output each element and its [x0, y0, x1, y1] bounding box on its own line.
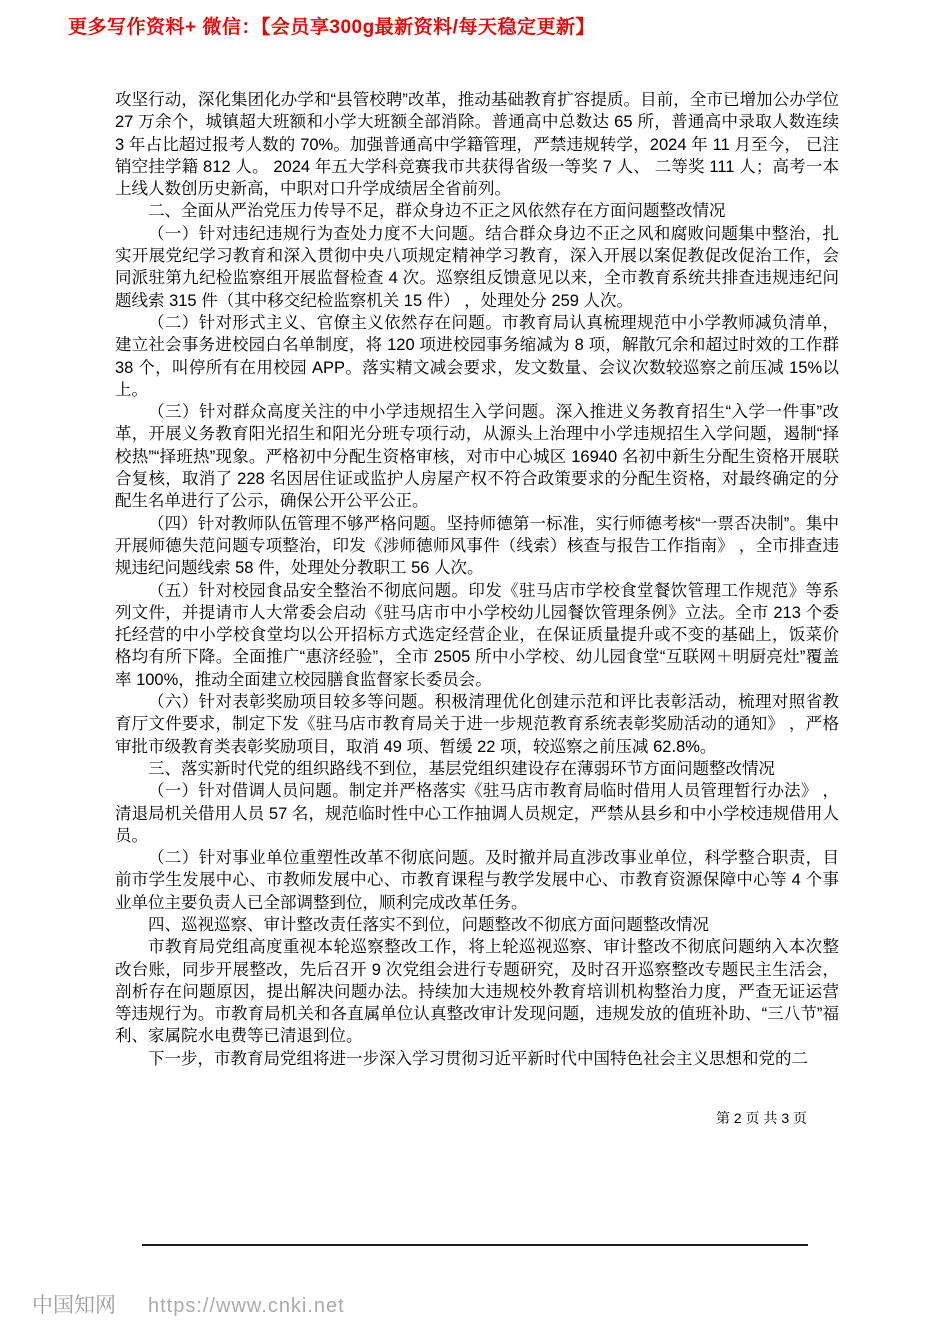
paragraph: 攻坚行动，深化集团化办学和“县管校聘”改革，推动基础教育扩容提质。目前，全市已增加公办学位 27 万余个，城镇超大班额和小学大班额全部消除。普通高中总数达 65 所，普通高中录取人数连续 3 年占比超过报考人数的 70%。加强普通高中学籍管理，严禁违规转学，2024 年 11 月至今， 已注销空挂学籍 812 人。 2024 年五大学科竞赛我市共获得省级一等奖 7 人、 二等奖 111 人；高考一本上线人数创历史新高，中职对口升学成绩居全省前列。	[115, 91, 839, 199]
page-indicator: 第 2 页 共 3 页	[715, 1110, 807, 1126]
paragraph: （三）针对群众高度关注的中小学违规招生入学问题。深入推进义务教育招生“入学一件事”改革，开展义务教育阳光招生和阳光分班专项行动，从源头上治理中小学违规招生入学问题，遏制“择校热”“择班热”现象。严格初中分配生资格审核，对市中心城区 16940 名初中新生分配生资格开展联合复核，取消了 228 名因居住证或监护人房屋产权不符合政策要求的分配生资格，对最终确定的分配生名单进行了公示，确保公开公平公正。	[115, 403, 839, 511]
paragraph: 三、落实新时代党的组织路线不到位，基层党组织建设存在薄弱环节方面问题整改情况	[148, 759, 775, 778]
paragraph: （一）针对违纪违规行为查处力度不大问题。结合群众身边不正之风和腐败问题集中整治，扎实开展党纪学习教育和深入贯彻中央八项规定精神学习教育，深入开展以案促教促改促治工作，会同派驻第九纪检监察组开展监督检查 4 次。巡察组反馈意见以来，全市教育系统共排查违规违纪问题线索 315 件（其中移交纪检监察机关 15 件） ，处理处分 259 人次。	[115, 224, 839, 310]
paragraph: 二、全面从严治党压力传导不足，群众身边不正之风依然存在方面问题整改情况	[148, 202, 726, 221]
paragraph: 四、巡视巡察、审计整改责任落实不到位，问题整改不彻底方面问题整改情况	[148, 915, 709, 934]
paragraph: （二）针对事业单位重塑性改革不彻底问题。及时撤并局直涉改事业单位，科学整合职责，目前市学生发展中心、市教师发展中心、市教育课程与教学发展中心、市教育资源保障中心等 4 个事业单位主要负责人已全部调整到位，顺利完成改革任务。	[115, 849, 839, 912]
paragraph: （四）针对教师队伍管理不够严格问题。坚持师德第一标准，实行师德考核“一票否决制”。集中开展师德失范问题专项整治，印发《涉师德师风事件（线索）核查与报告工作指南》 ，全市排查违规违纪问题线索 58 件，处理处分教职工 56 人次。	[115, 514, 839, 578]
cnki-url-watermark: https://www.cnki.net	[148, 1295, 345, 1317]
document-body	[115, 89, 839, 1070]
paragraph: （五）针对校园食品安全整治不彻底问题。印发《驻马店市学校食堂餐饮管理工作规范》等系列文件，并提请市人大常委会启动《驻马店市中小学校幼儿园餐饮管理条例》立法。全市 213 个委托经营的中小学校食堂均以公开招标方式选定经营企业，在保证质量提升或不变的基础上，饭菜价格均有所下降。全面推广“惠济经验”，全市 2505 所中小学校、幼儿园食堂“互联网＋明厨亮灶”覆盖率 100%，推动全面建立校园膳食监督家长委员会。	[115, 581, 839, 689]
paragraph: （六）针对表彰奖励项目较多等问题。积极清理优化创建示范和评比表彰活动，梳理对照省教育厅文件要求，制定下发《驻马店市教育局关于进一步规范教育系统表彰奖励活动的通知》 ，严格审批市级教育类表彰奖励项目，取消 49 项、暂缓 22 项，较巡察之前压减 62.8%。	[115, 693, 839, 756]
cnki-brand-watermark: 中国知网	[32, 1294, 116, 1317]
paragraph: 下一步，市教育局党组将进一步深入学习贯彻习近平新时代中国特色社会主义思想和党的二	[148, 1049, 808, 1068]
paragraph: 市教育局党组高度重视本轮巡察整改工作，将上轮巡视巡察、审计整改不彻底问题纳入本次整改台账，同步开展整改，先后召开 9 次党组会进行专题研究，及时召开巡察整改专题民主生活会，剖析存在问题原因，提出解决问题办法。持续加大违规校外教育培训机构整治力度，严查无证运营等违规行为。市教育局机关和各直属单位认真整改审计发现问题，违规发放的值班补助、“三八节”福利、家属院水电费等已清退到位。	[115, 938, 839, 1046]
site-footer	[32, 1289, 345, 1319]
paragraph: （一）针对借调人员问题。制定并严格落实《驻马店市教育局临时借用人员管理暂行办法》 ，清退局机关借用人员 57 名，规范临时性中心工作抽调人员规定，严禁从县乡和中小学校违规借用人员。	[115, 782, 839, 845]
promo-banner-text: 更多写作资料+ 微信：【会员享300g最新资料/每天稳定更新】	[68, 17, 595, 38]
divider-line	[142, 1244, 808, 1246]
paragraph: （二）针对形式主义、官僚主义依然存在问题。市教育局认真梳理规范中小学教师减负清单，建立社会事务进校园白名单制度，将 120 项进校园事务缩减为 8 项，解散冗余和超过时效的工作群 38 个，叫停所有在用校园 APP。落实精文减会要求，发文数量、会议次数较巡察之前压减 15%以上。	[115, 313, 839, 399]
